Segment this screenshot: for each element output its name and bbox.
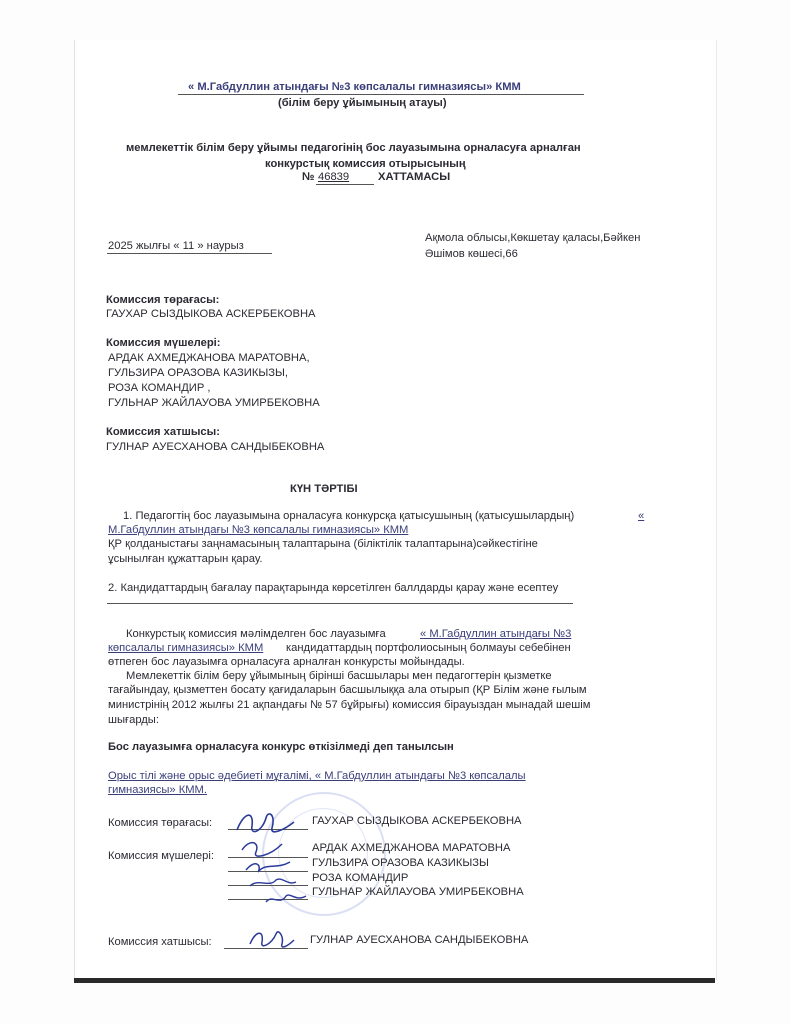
secretary-label: Комиссия хатшысы: [106, 426, 220, 438]
chair-name: ГАУХАР СЫЗДЫКОВА АСКЕРБЕКОВНА [106, 308, 316, 320]
signature-member-name: ГУЛЬЗИРА ОРАЗОВА КАЗИКЫЗЫ [312, 857, 489, 869]
member-item: ГУЛЬНАР ЖАЙЛАУОВА УМИРБЕКОВНА [108, 397, 320, 409]
paragraph-1-org-link-1: « М.Габдуллин атындағы №3 [420, 628, 572, 640]
member-item: АРДАК АХМЕДЖАНОВА МАРАТОВНА, [108, 352, 310, 364]
agenda-item-1-link-start: « [638, 510, 645, 522]
position-line-2: гимназиясы» КММ. [108, 784, 207, 796]
protocol-number-label: № [302, 171, 315, 183]
agenda-item-1-line-3: ҚР қолданыстағы заңнамасының талаптарына (біліктілік талаптарына)сәйкестігіне [108, 538, 538, 550]
decision-text: Бос лауазымға орналасуға конкурс өткізілмеді деп танылсын [108, 741, 454, 753]
agenda-heading: КҮН ТӘРТІБІ [290, 483, 358, 495]
signature-members-label: Комиссия мүшелері: [108, 850, 214, 862]
signature-member-name: РОЗА КОМАНДИР [312, 872, 409, 884]
agenda-item-2: 2. Кандидаттардың бағалау парақтарында көрсетілген баллдарды қарау және есептеу [108, 582, 559, 594]
paragraph-2-line-2: тағайындау, қызметтен босату қағидаларын басшылыққа ала отырып (ҚР Білім және ғылым [108, 684, 587, 696]
paragraph-2-line-3: министрінің 2012 жылғы 21 ақпандағы № 57 бұйрығы) комиссия бірауыздан мынадай шешім [108, 699, 591, 711]
org-name-underline [178, 94, 584, 95]
signature-member-name: АРДАК АХМЕДЖАНОВА МАРАТОВНА [312, 842, 511, 854]
members-label: Комиссия мүшелері: [106, 337, 221, 349]
protocol-number-underline [316, 184, 374, 185]
title-line-1: мемлекеттік білім беру ұйымы педагогінің бос лауазымына орналасуға арналған [126, 142, 581, 154]
address-line-1: Ақмола облысы,Көкшетау қаласы,Бәйкен [425, 232, 641, 244]
protocol-date: 2025 жылғы « 11 » наурыз [108, 240, 244, 252]
paragraph-1-line-3: өтпеген бос лауазымға орналасуға арналған конкурсты мойындады. [108, 656, 465, 668]
position-line-1: Орыс тілі және орыс әдебиеті мұғалімі, « М.Габдуллин атындағы №3 көпсалалы [108, 770, 526, 782]
protocol-number: 46839 [318, 171, 350, 183]
paragraph-2-line-1: Мемлекеттік білім беру ұйымының бірінші басшылары мен педагогтерін қызметке [126, 670, 552, 682]
agenda-item-1-org-link: М.Габдуллин атындағы №3 көпсалалы гимназиясы» КММ [108, 524, 409, 536]
paragraph-1-line-2: кандидаттардың портфолиосының болмауы себебінен [286, 642, 571, 654]
agenda-item-1: 1. Педагогтің бос лауазымына орналасуға конкурсқа қатысушының (қатысушылардың) [123, 510, 575, 522]
date-underline [107, 253, 272, 254]
protocol-title: ХАТТАМАСЫ [378, 171, 451, 183]
paragraph-2-line-4: шығарды: [108, 714, 159, 726]
paragraph-1-org-link-2: көпсалалы гимназиясы» КММ [108, 642, 264, 654]
org-name: « М.Габдуллин атындағы №3 көпсалалы гимназиясы» КММ [188, 81, 521, 93]
signature-chair-label: Комиссия төрағасы: [108, 817, 213, 829]
member-signatures [236, 836, 316, 916]
address-line-2: Әшімов көшесі,66 [425, 248, 518, 260]
signature-secretary-label: Комиссия хатшысы: [108, 936, 212, 948]
signature-secretary-name: ГУЛНАР АУЕСХАНОВА САНДЫБЕКОВНА [310, 934, 529, 946]
signature-member-name: ГУЛЬНАР ЖАЙЛАУОВА УМИРБЕКОВНА [312, 886, 524, 898]
scan-edge [74, 978, 715, 983]
member-item: РОЗА КОМАНДИР , [108, 382, 211, 394]
paragraph-1-line-1: Конкурстық комиссия мәлімделген бос лауазымға [126, 628, 386, 640]
signature-chair-name: ГАУХАР СЫЗДЫКОВА АСКЕРБЕКОВНА [312, 815, 522, 827]
chair-label: Комиссия төрағасы: [106, 294, 220, 306]
agenda-item-1-line-4: ұсынылған құжаттарын қарау. [108, 553, 263, 565]
agenda-divider [107, 603, 573, 604]
org-caption: (білім беру ұйымының атауы) [278, 97, 447, 109]
secretary-name: ГУЛНАР АУЕСХАНОВА САНДЫБЕКОВНА [106, 441, 325, 453]
member-item: ГУЛЬЗИРА ОРАЗОВА КАЗИКЫЗЫ, [108, 367, 289, 379]
secretary-signature [246, 924, 296, 954]
title-line-2: конкурстық комиссия отырысының [265, 158, 466, 170]
